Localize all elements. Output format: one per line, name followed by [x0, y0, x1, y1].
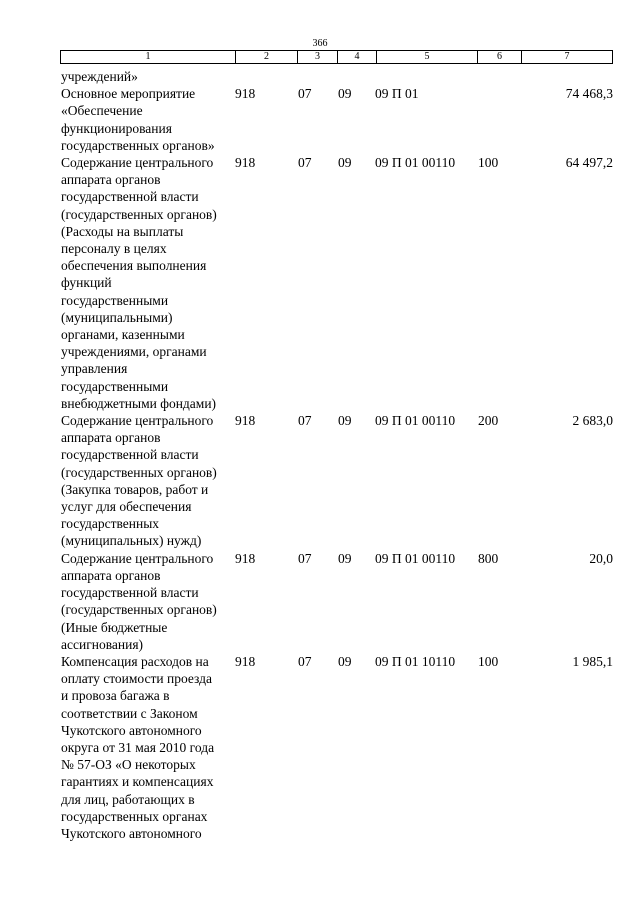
- ministry-code: 918: [235, 653, 256, 669]
- column-header-3: 3: [298, 51, 338, 63]
- subsection-code: 09: [338, 155, 352, 171]
- column-header-2: 2: [236, 51, 298, 63]
- section-code: 07: [298, 550, 312, 566]
- table-header: [60, 50, 613, 64]
- expense-type-code: 100: [478, 155, 499, 171]
- amount: 64 497,2: [565, 155, 613, 171]
- column-header-6: 6: [478, 51, 522, 63]
- expense-type-code: 100: [478, 653, 499, 669]
- budget-table-body: [61, 68, 613, 842]
- column-header-4: 4: [338, 51, 377, 63]
- section-code: 07: [298, 413, 312, 429]
- target-article-code: 09 П 01: [375, 86, 419, 102]
- subsection-code: 09: [338, 653, 352, 669]
- amount: 74 468,3: [565, 86, 613, 102]
- target-article-code: 09 П 01 00110: [375, 413, 456, 429]
- amount: 20,0: [589, 550, 613, 566]
- row-description: учреждений»: [61, 69, 138, 84]
- table-row: [61, 412, 613, 550]
- ministry-code: 918: [235, 550, 256, 566]
- column-header-7: 7: [564, 51, 570, 62]
- row-description: Содержание центрального аппарата органов государственной власти (государственных органов) (Иные бюджетные ассигнования): [61, 550, 217, 652]
- column-header-1: 1: [61, 51, 236, 63]
- amount: 2 683,0: [572, 413, 613, 429]
- subsection-code: 09: [338, 413, 352, 429]
- row-description: Содержание центрального аппарата органов государственной власти (государственных органов) (Расходы на выплаты персоналу в целях обеспечения выполнения функций государственными (муниципальными) органами, казенными учреждениями, органами управления государственными внебюджетными фондами): [61, 155, 217, 411]
- expense-type-code: 200: [478, 413, 499, 429]
- table-row: [61, 550, 613, 653]
- section-code: 07: [298, 86, 312, 102]
- table-row: [61, 154, 613, 412]
- subsection-code: 09: [338, 550, 352, 566]
- target-article-code: 09 П 01 00110: [375, 550, 456, 566]
- amount: 1 985,1: [572, 653, 613, 669]
- subsection-code: 09: [338, 86, 352, 102]
- section-code: 07: [298, 155, 312, 171]
- target-article-code: 09 П 01 00110: [375, 155, 456, 171]
- ministry-code: 918: [235, 413, 256, 429]
- table-row: [61, 653, 613, 842]
- table-row: [61, 85, 613, 154]
- expense-type-code: 800: [478, 550, 499, 566]
- column-header-5: 5: [377, 51, 478, 63]
- target-article-code: 09 П 01 10110: [375, 653, 456, 669]
- ministry-code: 918: [235, 86, 256, 102]
- row-description: Компенсация расходов на оплату стоимости проезда и провоза багажа в соответствии с Законом Чукотского автономного округа от 31 мая 2010 года № 57-ОЗ «О некоторых гарантиях и компенсациях для лиц, работающих в государственных органах Чукотского автономного: [61, 653, 215, 841]
- table-row: [61, 68, 613, 85]
- ministry-code: 918: [235, 155, 256, 171]
- section-code: 07: [298, 653, 312, 669]
- page-number: 366: [312, 38, 328, 49]
- row-description: Содержание центрального аппарата органов государственной власти (государственных органов) (Закупка товаров, работ и услуг для обеспечения государственных (муниципальных) нужд): [61, 413, 217, 549]
- row-description: Основное мероприятие «Обеспечение функционирования государственных органов»: [61, 86, 215, 153]
